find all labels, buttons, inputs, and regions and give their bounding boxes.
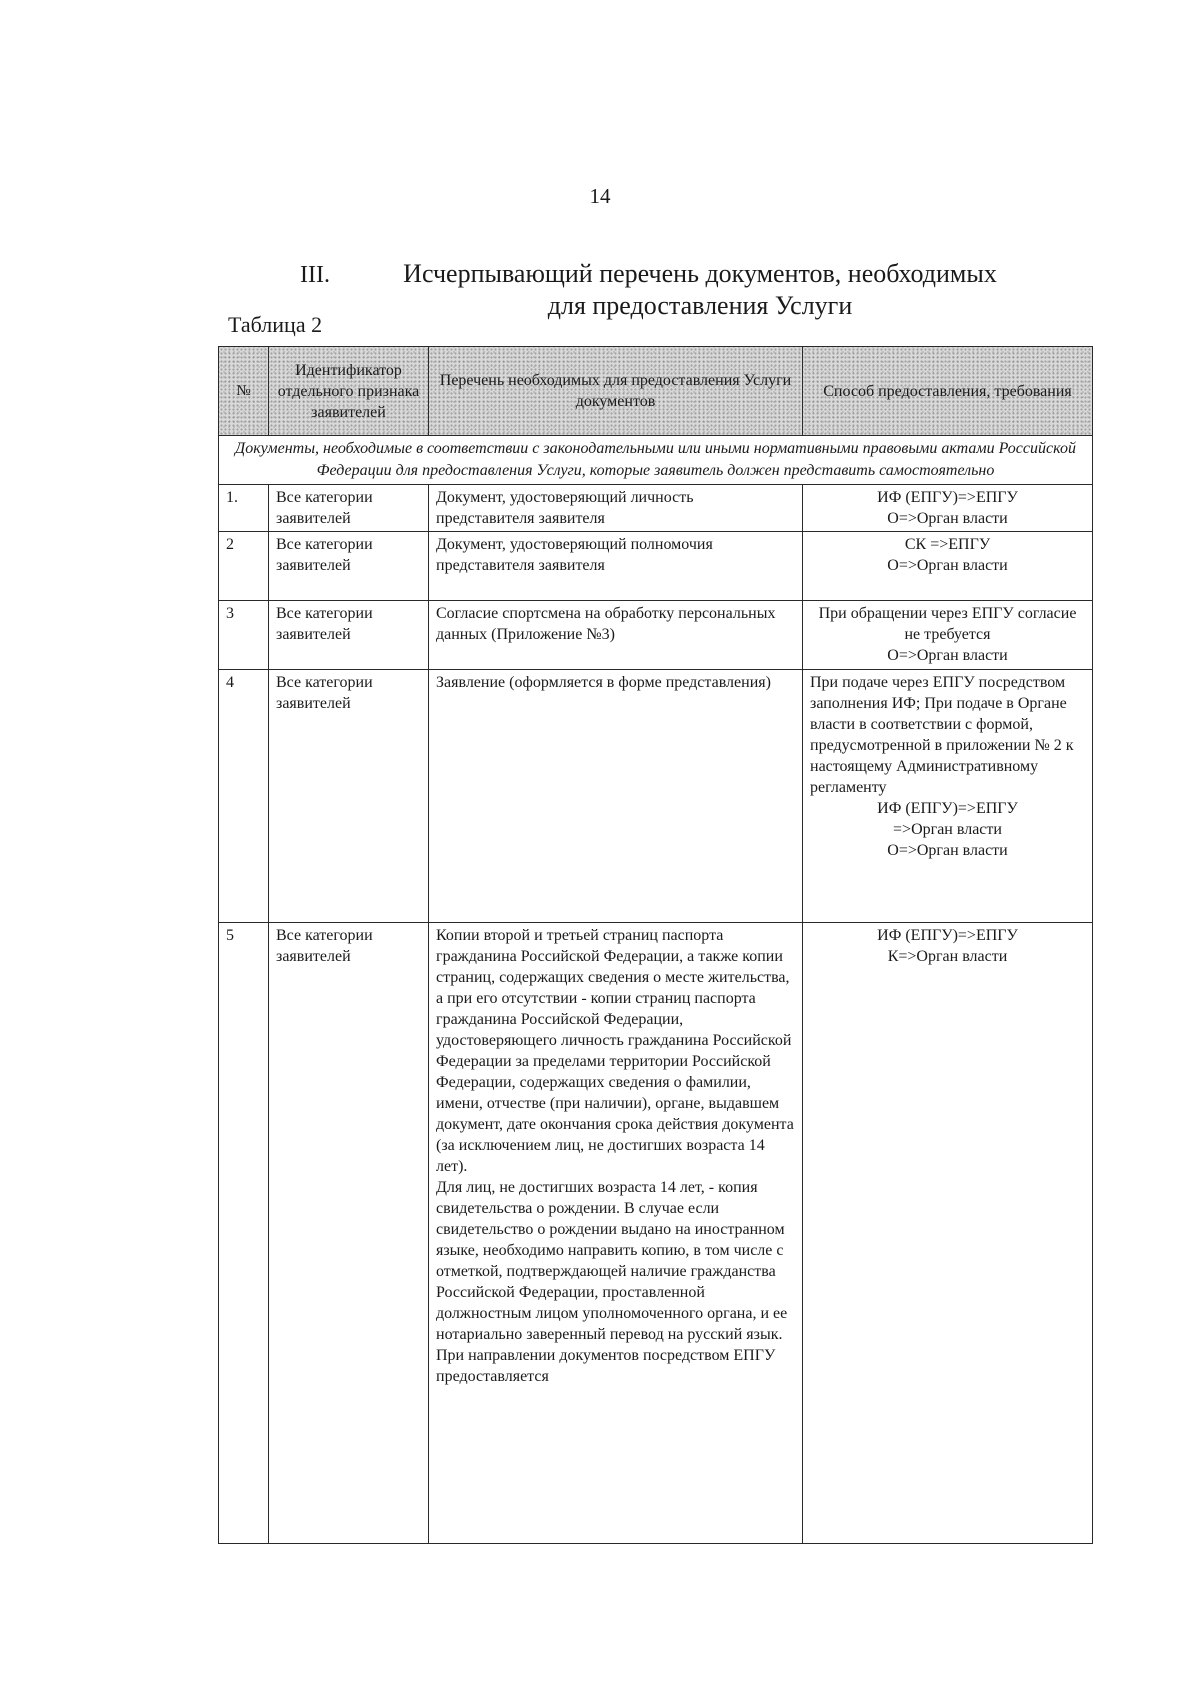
row-method: [803, 601, 1093, 670]
method-line: О=>Орган власти: [887, 647, 1008, 664]
row-category: Все категории заявителей: [269, 485, 429, 532]
method-line: К=>Орган власти: [887, 948, 1008, 965]
method-line: ИФ (ЕПГУ)=>ЕПГУ: [877, 927, 1018, 944]
header-documents: Перечень необходимых для предоставления Услуги документов: [429, 347, 803, 436]
row-method: [803, 532, 1093, 601]
page-number: 14: [589, 184, 611, 208]
documents-table: [218, 346, 1093, 1544]
header-num: №: [219, 347, 269, 436]
method-line: ИФ (ЕПГУ)=>ЕПГУ: [877, 489, 1018, 506]
table-header-row: [219, 347, 1093, 436]
table-row: [219, 670, 1093, 923]
method-line: СК =>ЕПГУ: [904, 536, 991, 553]
method-line: О=>Орган власти: [887, 510, 1008, 527]
method-line: О=>Орган власти: [887, 842, 1008, 859]
method-line: О=>Орган власти: [887, 557, 1008, 574]
document-paragraph: При направлении документов посредством ЕПГУ предоставляется: [436, 1347, 776, 1385]
row-document: Согласие спортсмена на обработку персональных данных (Приложение №3): [429, 601, 803, 670]
group-row: [219, 436, 1093, 485]
section-title-line-1: Исчерпывающий перечень документов, необходимых: [403, 259, 997, 288]
table-row: [219, 485, 1093, 532]
row-num: 1.: [219, 485, 269, 532]
row-method: [803, 923, 1093, 1544]
header-method: Способ предоставления, требования: [803, 347, 1093, 436]
table-row: [219, 532, 1093, 601]
row-method: [803, 670, 1093, 923]
section-number: III.: [300, 262, 330, 288]
method-text: При подаче через ЕПГУ посредством заполнения ИФ; При подаче в Органе власти в соответствии с формой, предусмотренной в приложении № 2 к настоящему Административному регламенту: [810, 674, 1074, 796]
table-row: [219, 923, 1093, 1544]
row-document: Документ, удостоверяющий полномочия представителя заявителя: [429, 532, 803, 601]
group-title: Документы, необходимые в соответствии с законодательными или иными нормативными правовыми актами Российской Федерации для предоставления Услуги, которые заявитель должен представить самостоятельно: [219, 436, 1093, 485]
row-category: Все категории заявителей: [269, 923, 429, 1544]
row-category: Все категории заявителей: [269, 532, 429, 601]
table-row: [219, 601, 1093, 670]
row-num: 4: [219, 670, 269, 923]
section-title: [360, 258, 1040, 322]
row-category: Все категории заявителей: [269, 601, 429, 670]
row-document: Заявление (оформляется в форме представления): [429, 670, 803, 923]
row-num: 3: [219, 601, 269, 670]
row-num: 2: [219, 532, 269, 601]
row-method: [803, 485, 1093, 532]
method-line: При обращении через ЕПГУ согласие не требуется: [818, 605, 1077, 643]
table-caption: Таблица 2: [228, 312, 323, 337]
header-identifier: Идентификатор отдельного признака заявителей: [269, 347, 429, 436]
row-category: Все категории заявителей: [269, 670, 429, 923]
document-paragraph: Копии второй и третьей страниц паспорта гражданина Российской Федерации, а также копии страниц, содержащих сведения о месте жительства, а при его отсутствии - копии страниц паспорта гражданина Российской Федерации, удостоверяющего личность гражданина Российской Федерации за пределами территории Российской Федерации, содержащих сведения о фамилии, имени, отчестве (при наличии), органе, выдавшем документ, дате окончания срока действия документа (за исключением лиц, не достигших возраста 14 лет).: [436, 927, 794, 1175]
row-num: 5: [219, 923, 269, 1544]
row-document: [429, 923, 803, 1544]
row-document: Документ, удостоверяющий личность представителя заявителя: [429, 485, 803, 532]
section-title-line-2: для предоставления Услуги: [547, 291, 853, 320]
document-paragraph: Для лиц, не достигших возраста 14 лет, - копия свидетельства о рождении. В случае если свидетельство о рождении выдано на иностранном языке, необходимо направить копию, в том числе с отметкой, подтверждающей наличие гражданства Российской Федерации, проставленной должностным лицом уполномоченного органа, и ее нотариально заверенный перевод на русский язык.: [436, 1179, 788, 1343]
method-line: ИФ (ЕПГУ)=>ЕПГУ: [877, 800, 1018, 817]
method-line: =>Орган власти: [893, 821, 1002, 838]
